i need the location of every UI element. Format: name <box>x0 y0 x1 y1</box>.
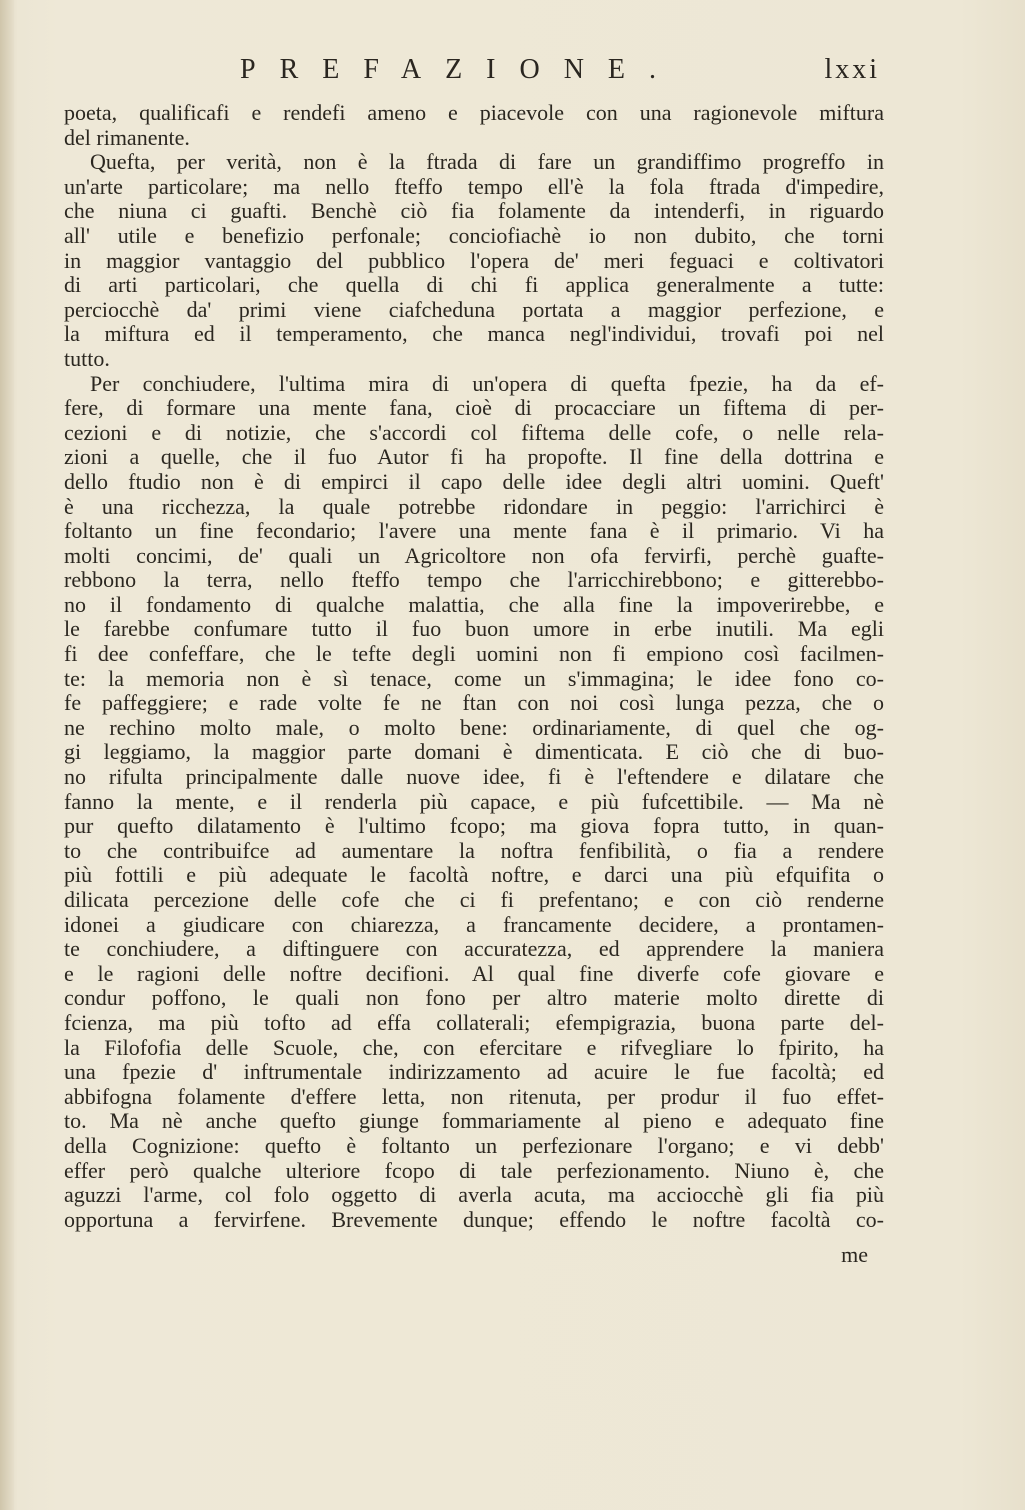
text-line: ne rechino molto male, o molto bene: ordinariamente, di quel che og- <box>64 714 884 740</box>
text-line: foltanto un fine fecondario; l'avere una mente fana è il primario. Vi ha <box>64 518 884 544</box>
text-line: aguzzi l'arme, col folo oggetto di averla acuta, ma acciocchè gli fia più <box>64 1182 884 1208</box>
text-line: abbifogna folamente d'effere letta, non ritenuta, per produr il fuo effet- <box>64 1083 884 1109</box>
text-line: effer però qualche ulteriore fcopo di tale perfezionamento. Niuno è, che <box>64 1157 884 1183</box>
text-line: tutto. <box>64 345 110 371</box>
text-line: to che contribuifce ad aumentare la noftra fenfibilità, o fia a rendere <box>64 837 884 863</box>
text-line: molti concimi, de' quali un Agricoltore non ofa fervirfi, perchè guafte- <box>64 542 884 568</box>
text-line: condur poffono, le quali non fono per altro materie molto dirette di <box>64 985 884 1011</box>
text-line: dello ftudio non è di empirci il capo delle idee degli altri uomini. Queft' <box>64 468 884 494</box>
page-header <box>240 54 880 90</box>
body-text <box>64 101 884 1232</box>
text-line: le farebbe confumare tutto il fuo buon umore in erbe inutili. Ma egli <box>64 616 884 642</box>
text-line: una fpezie d' inftrumentale indirizzamento ad acuire le fue facoltà; ed <box>64 1059 884 1085</box>
text-line: no il fondamento di qualche malattia, che alla fine la impoverirebbe, e <box>64 591 884 617</box>
text-line: no rifulta principalmente dalle nuove idee, fi è l'eftendere e dilatare che <box>64 764 884 790</box>
text-line: cezioni e di notizie, che s'accordi col fiftema delle cofe, o nelle rela- <box>64 419 884 445</box>
text-line: che niuna ci guafti. Benchè ciò fia folamente da intenderfi, in riguardo <box>64 198 884 224</box>
text-line: fe paffeggiere; e rade volte fe ne ftan con noi così lunga pezza, che o <box>64 690 884 716</box>
text-line: idonei a giudicare con chiarezza, a francamente decidere, a prontamen- <box>64 911 884 937</box>
text-line: la Filofofia delle Scuole, che, con efercitare e rifvegliare lo fpirito, ha <box>64 1034 884 1060</box>
text-line: gi leggiamo, la maggior parte domani è dimenticata. E ciò che di buo- <box>64 739 884 765</box>
text-line: più fottili e più adequate le facoltà noftre, e darci una più efquifita o <box>64 862 884 888</box>
text-line: fi dee confeffare, che le tefte degli uomini non fi empiono così facilmen- <box>64 641 884 667</box>
text-line: perciocchè da' primi viene ciafcheduna portata a maggior perfezione, e <box>64 296 884 322</box>
text-line: pur quefto dilatamento è l'ultimo fcopo; ma giova fopra tutto, in quan- <box>64 813 884 839</box>
text-line: dilicata percezione delle cofe che ci fi prefentano; e con ciò renderne <box>64 887 884 912</box>
text-line: zioni a quelle, che il fuo Autor fi ha propofte. Il fine della dottrina e <box>64 444 884 470</box>
text-line: e le ragioni delle noftre decifioni. Al qual fine diverfe cofe giovare e <box>64 960 884 986</box>
text-line: poeta, qualificafi e rendefi ameno e piacevole con una ragionevole miftura <box>64 100 884 125</box>
page-binding-edge <box>0 0 14 1510</box>
text-line: di arti particolari, che quella di chi fi applica generalmente a tutte: <box>64 272 884 298</box>
running-title: PREFAZIONE. <box>240 54 681 85</box>
text-line: in maggior vantaggio del pubblico l'opera de' meri feguaci e coltivatori <box>64 247 884 273</box>
text-line: Quefta, per verità, non è la ftrada di fare un grandiffimo progreffo in <box>90 149 884 175</box>
catchword: me <box>841 1242 868 1267</box>
text-line: te conchiudere, a diftinguere con accuratezza, ed apprendere la maniera <box>64 936 884 962</box>
text-line: fanno la mente, e il renderla più capace, e più fufcettibile. — Ma nè <box>64 788 884 814</box>
text-line: to. Ma nè anche quefto giunge fommariamente al pieno e adequato fine <box>64 1108 884 1134</box>
text-line: Per conchiudere, l'ultima mira di un'opera di quefta fpezie, ha da ef- <box>90 370 884 396</box>
text-line: te: la memoria non è sì tenace, come un s'immagina; le idee fono co- <box>64 665 884 691</box>
text-line: del rimanente. <box>64 124 190 150</box>
text-line: fere, di formare una mente fana, cioè di procacciare un fiftema di per- <box>64 395 884 421</box>
text-line: fcienza, ma più tofto ad effa collaterali; efempigrazia, buona parte del- <box>64 1009 884 1035</box>
text-line: un'arte particolare; ma nello fteffo tempo ell'è la fola ftrada d'impedire, <box>64 173 884 199</box>
text-line: rebbono la terra, nello fteffo tempo che l'arricchirebbono; e gitterebbo- <box>64 567 884 593</box>
text-line: è una ricchezza, la quale potrebbe ridondare in peggio: l'arrichirci è <box>64 493 884 519</box>
text-line: opportuna a fervirfene. Brevemente dunque; effendo le noftre facoltà co- <box>64 1206 884 1232</box>
text-line: la miftura ed il temperamento, che manca negl'individui, trovafi poi nel <box>64 321 884 347</box>
text-line: della Cognizione: quefto è foltanto un perfezionare l'organo; e vi debb' <box>64 1132 884 1158</box>
text-line: all' utile e benefizio perfonale; conciofiachè io non dubito, che torni <box>64 222 884 248</box>
page-number: lxxi <box>824 54 880 85</box>
